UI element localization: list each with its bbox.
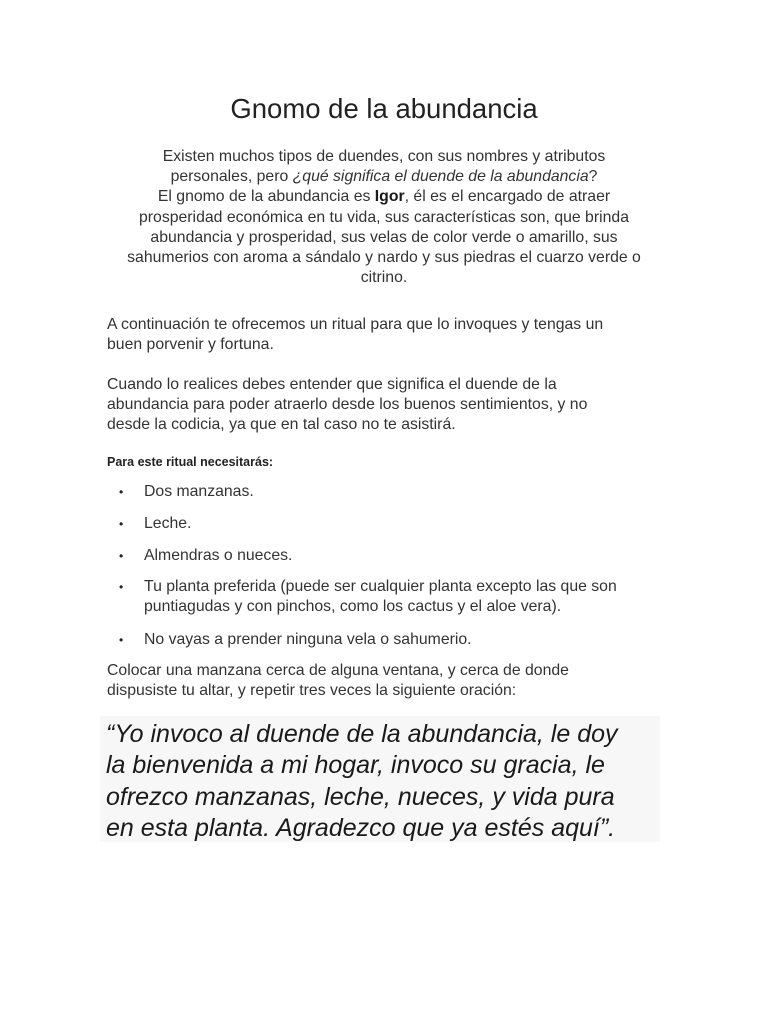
paragraph-line: desde la codicia, ya que en tal caso no te asistirá. (107, 416, 456, 434)
paragraph-line: abundancia para poder atraerlo desde los buenos sentimientos, y no (107, 396, 588, 414)
list-item-text: No vayas a prender ninguna vela o sahumerio. (144, 631, 472, 648)
intro-line: citrino. (360, 269, 408, 287)
quote-line: ofrezco manzanas, leche, nueces, y vida pura (106, 782, 615, 811)
paragraph-line: buen porvenir y fortuna. (107, 336, 274, 354)
instructions-paragraph (107, 661, 667, 701)
bullet-icon: • (119, 485, 124, 499)
paragraph-line: A continuación te ofrecemos un ritual para que lo invoques y tengas un (107, 316, 604, 333)
intro-line (104, 187, 664, 207)
ritual-intro-paragraph (107, 315, 667, 355)
list-item-text: Dos manzanas. (144, 483, 254, 500)
list-heading: Para este ritual necesitarás: (107, 455, 274, 469)
intro-bold-name: Igor (374, 188, 405, 206)
bullet-icon: • (119, 580, 124, 594)
list-item-text: Almendras o nueces. (144, 547, 293, 564)
intro-italic-question: ¿qué significa el duende de la abundancia (292, 168, 589, 186)
list-item-line: Tu planta preferida (puede ser cualquier planta excepto las que son (144, 578, 617, 595)
paragraph-line: Colocar una manzana cerca de alguna ventana, y cerca de donde (107, 662, 569, 679)
list-item-line: puntiagudas y con pinchos, como los cactus y el aloe vera). (144, 598, 562, 616)
intro-text: El gnomo de la abundancia es (157, 188, 375, 206)
quote-line: la bienvenida a mi hogar, invoco su gracia, le (106, 751, 605, 780)
quote-line: “Yo invoco al duende de la abundancia, le doy (106, 720, 618, 748)
paragraph-line: Cuando lo realices debes entender que significa el duende de la (107, 376, 557, 393)
intro-line: sahumerios con aroma a sándalo y nardo y sus piedras el cuarzo verde o (127, 249, 641, 267)
intro-text: ? (588, 168, 598, 186)
page-title: Gnomo de la abundancia (230, 93, 538, 124)
prayer-quote (106, 719, 666, 844)
list-item-text: Leche. (144, 515, 192, 532)
understanding-paragraph (107, 375, 667, 436)
intro-line: Existen muchos tipos de duendes, con sus nombres y atributos (162, 148, 606, 165)
intro-line (104, 167, 664, 187)
paragraph-line: dispusiste tu altar, y repetir tres veces la siguiente oración: (107, 682, 517, 700)
quote-line: en esta planta. Agradezco que ya estés aquí”. (106, 813, 616, 842)
intro-text: personales, pero (170, 168, 293, 186)
intro-paragraph (104, 147, 664, 288)
bullet-icon: • (119, 633, 124, 647)
intro-line: prosperidad económica en tu vida, sus características son, que brinda (139, 208, 629, 226)
intro-text: , él es el encargado de atraer (404, 188, 611, 206)
bullet-icon: • (119, 549, 124, 563)
bullet-icon: • (119, 517, 124, 531)
intro-line: abundancia y prosperidad, sus velas de color verde o amarillo, sus (150, 228, 618, 246)
list-item-text (144, 577, 617, 617)
